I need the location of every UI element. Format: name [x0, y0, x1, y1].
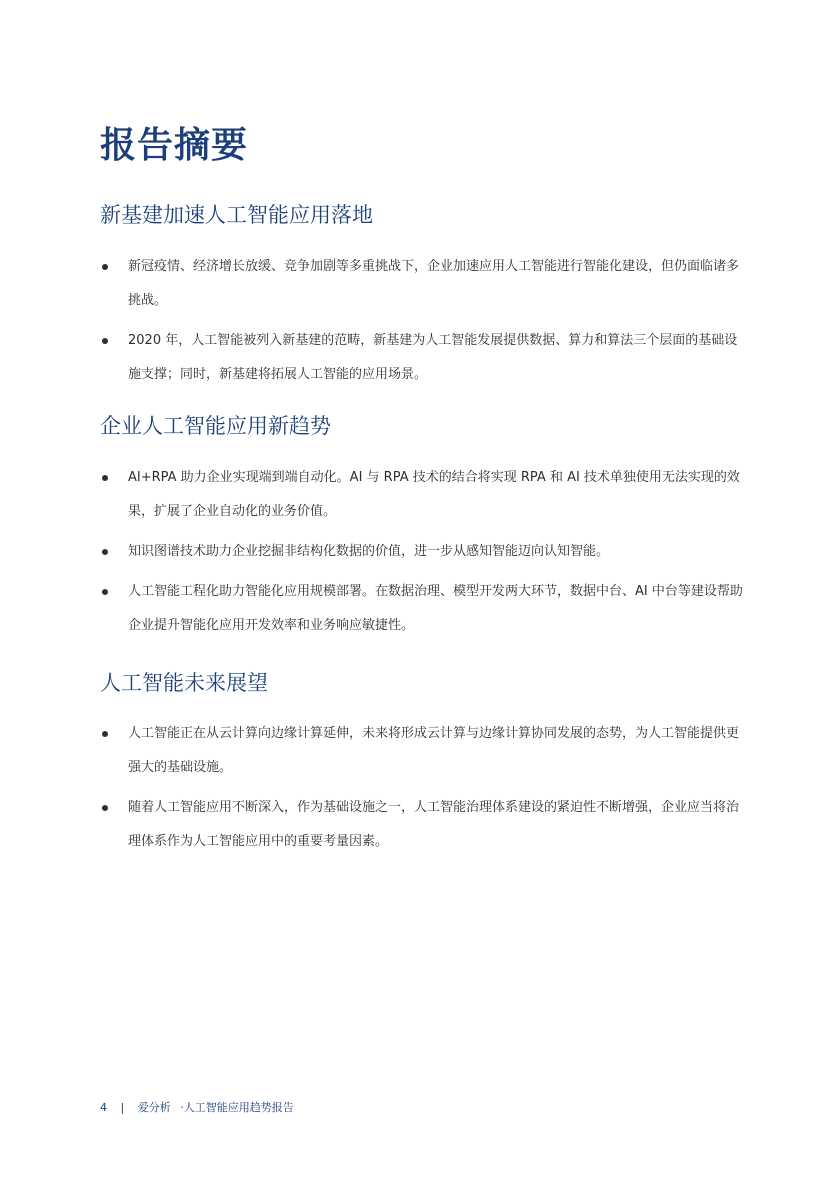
list-item-text: 人工智能工程化助力智能化应用规模部署。在数据治理、模型开发两大环节，数据中台、AI 中台等建设帮助企业提升智能化应用开发效率和业务响应敏捷性。	[128, 584, 743, 633]
list-item-text: 2020 年，人工智能被列入新基建的范畴，新基建为人工智能发展提供数据、算力和算法三个层面的基础设施支撑；同时，新基建将拓展人工智能的应用场景。	[128, 333, 738, 382]
page-number: 4	[100, 1101, 107, 1114]
bullet-dot-icon	[102, 549, 108, 555]
list-item	[100, 717, 745, 785]
page-footer	[100, 1101, 294, 1115]
bullet-dot-icon	[102, 264, 108, 270]
bullet-dot-icon	[102, 589, 108, 595]
footer-publisher: 爱分析	[137, 1101, 171, 1114]
list-item-text: AI+RPA 助力企业实现端到端自动化。AI 与 RPA 技术的结合将实现 RPA 和 AI 技术单独使用无法实现的效果，扩展了企业自动化的业务价值。	[128, 470, 740, 519]
list-item	[100, 791, 745, 859]
page-title: 报告摘要	[100, 125, 249, 166]
list-item-text: 新冠疫情、经济增长放缓、竞争加剧等多重挑战下，企业加速应用人工智能进行智能化建设，但仍面临诸多挑战。	[128, 259, 740, 308]
list-item-text: 知识图谱技术助力企业挖掘非结构化数据的价值，进一步从感知智能迈向认知智能。	[128, 544, 610, 559]
bullet-dot-icon	[102, 475, 108, 481]
bullet-dot-icon	[102, 338, 108, 344]
list-item-text: 人工智能正在从云计算向边缘计算延伸，未来将形成云计算与边缘计算协同发展的态势，为人工智能提供更强大的基础设施。	[128, 726, 740, 775]
bullet-list-infrastructure	[100, 250, 745, 398]
bullet-dot-icon	[102, 805, 108, 811]
list-item	[100, 250, 745, 318]
bullet-list-outlook	[100, 717, 745, 865]
list-item	[100, 324, 745, 392]
section-heading-trends: 企业人工智能应用新趋势	[100, 414, 331, 438]
footer-report-title: ·人工智能应用趋势报告	[180, 1101, 294, 1114]
section-heading-infrastructure: 新基建加速人工智能应用落地	[100, 203, 373, 227]
bullet-dot-icon	[102, 731, 108, 737]
list-item-text: 随着人工智能应用不断深入，作为基础设施之一，人工智能治理体系建设的紧迫性不断增强，企业应当将治理体系作为人工智能应用中的重要考量因素。	[128, 800, 740, 849]
bullet-list-trends	[100, 461, 745, 649]
list-item	[100, 535, 745, 569]
list-item	[100, 575, 745, 643]
list-item	[100, 461, 745, 529]
section-heading-outlook: 人工智能未来展望	[100, 671, 268, 695]
footer-separator: |	[120, 1101, 125, 1114]
